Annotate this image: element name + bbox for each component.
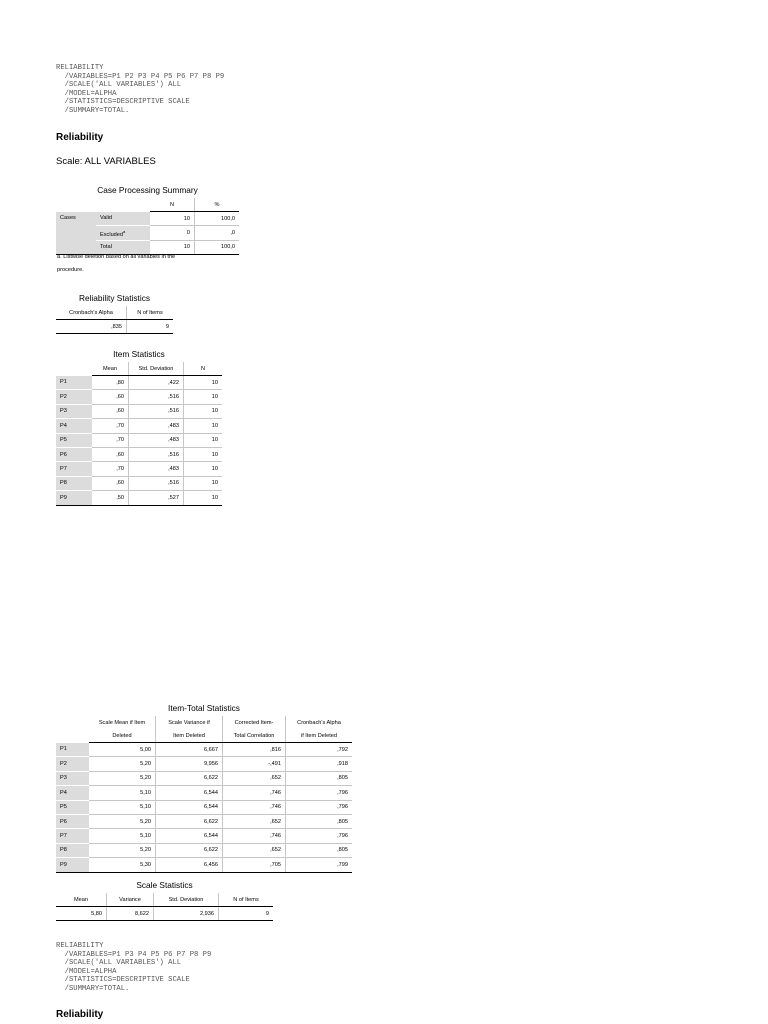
case-processing-title: Case Processing Summary xyxy=(97,185,198,195)
table-row xyxy=(56,843,352,857)
table-row xyxy=(56,786,352,800)
cell-alpha-if-deleted: ,796 xyxy=(286,829,353,843)
item-total-statistics-title: Item-Total Statistics xyxy=(168,703,240,713)
cell-n: 10 xyxy=(184,433,223,447)
cell-scale-variance-if-deleted: 6,622 xyxy=(156,814,223,828)
table-row xyxy=(56,462,222,476)
cell-n: 10 xyxy=(184,376,223,390)
table-row xyxy=(56,800,352,814)
col-header-line2: Deleted xyxy=(89,729,156,743)
cell-mean: ,80 xyxy=(92,376,129,390)
cell-corrected-item-total-corr: -,491 xyxy=(223,757,286,771)
reliability-statistics-title: Reliability Statistics xyxy=(78,293,150,303)
item-statistics-title: Item Statistics xyxy=(113,349,165,359)
table-row xyxy=(56,491,222,505)
table-footnote xyxy=(57,251,175,277)
table-row xyxy=(56,743,352,757)
cell-std-dev: ,516 xyxy=(129,390,184,404)
cell-corrected-item-total-corr: ,816 xyxy=(223,743,286,757)
row-label: P4 xyxy=(56,786,89,800)
section-title: Reliability xyxy=(56,132,104,143)
table-row xyxy=(56,476,222,490)
corner-cell xyxy=(96,198,150,212)
cell-n: 10 xyxy=(184,404,223,418)
cell-scale-mean-if-deleted: 5,00 xyxy=(89,743,156,757)
table-row xyxy=(56,447,222,461)
cell-pct: 100,0 xyxy=(195,212,240,226)
cell-scale-variance-if-deleted: 6,667 xyxy=(156,743,223,757)
cell-n: 10 xyxy=(184,447,223,461)
cell-scale-mean-if-deleted: 5,20 xyxy=(89,814,156,828)
row-label: P2 xyxy=(56,390,92,404)
col-header-variance: Variance xyxy=(107,893,154,907)
cell-scale-variance-if-deleted: 6,622 xyxy=(156,843,223,857)
scale-statistics-title: Scale Statistics xyxy=(136,880,193,890)
case-processing-summary-table xyxy=(56,185,239,255)
cell-n: 10 xyxy=(184,462,223,476)
cell-n: 0 xyxy=(150,226,195,240)
cell-scale-variance-if-deleted: 9,956 xyxy=(156,757,223,771)
row-label: P7 xyxy=(56,829,89,843)
corner-cell xyxy=(56,716,89,729)
corner-cell xyxy=(56,198,96,212)
cell-n: 10 xyxy=(184,491,223,505)
table-row xyxy=(56,771,352,785)
row-label: P3 xyxy=(56,404,92,418)
cell-mean: ,60 xyxy=(92,476,129,490)
cell-scale-variance-if-deleted: 6,456 xyxy=(156,858,223,872)
row-label: P8 xyxy=(56,843,89,857)
col-header-n-items: N of Items xyxy=(127,306,174,320)
cell-std-dev: ,483 xyxy=(129,462,184,476)
row-label: P6 xyxy=(56,814,89,828)
cell-scale-variance-if-deleted: 6,544 xyxy=(156,800,223,814)
col-header-line1: Corrected Item- xyxy=(223,716,286,729)
row-label: P5 xyxy=(56,800,89,814)
cell-alpha-if-deleted: ,805 xyxy=(286,771,353,785)
row-label: P9 xyxy=(56,858,89,872)
row-label: P8 xyxy=(56,476,92,490)
cell-n: 10 xyxy=(150,240,195,254)
cell-std-dev: ,483 xyxy=(129,433,184,447)
cell-alpha-if-deleted: ,805 xyxy=(286,814,353,828)
cell-n: 10 xyxy=(184,476,223,490)
section-title-2: Reliability xyxy=(56,1009,104,1020)
scale-label: Scale: ALL VARIABLES xyxy=(56,156,156,167)
col-header-std-dev: Std. Deviation xyxy=(154,893,219,907)
cell-alpha-if-deleted: ,796 xyxy=(286,800,353,814)
cell-corrected-item-total-corr: ,746 xyxy=(223,786,286,800)
cell-corrected-item-total-corr: ,652 xyxy=(223,843,286,857)
cell-scale-mean-if-deleted: 5,10 xyxy=(89,786,156,800)
cell-scale-mean-if-deleted: 5,20 xyxy=(89,771,156,785)
table-row xyxy=(56,433,222,447)
cell-std-dev: ,516 xyxy=(129,447,184,461)
table-row xyxy=(56,757,352,771)
table-row xyxy=(56,858,352,872)
cell-mean: 5,80 xyxy=(56,907,107,921)
footnote-line: a. Listwise deletion based on all variables in the xyxy=(57,254,176,260)
item-total-statistics-table xyxy=(56,703,352,873)
cell-corrected-item-total-corr: ,746 xyxy=(223,829,286,843)
col-header-line1: Scale Variance if xyxy=(156,716,223,729)
table-row xyxy=(56,404,222,418)
cell-scale-variance-if-deleted: 6,544 xyxy=(156,786,223,800)
cell-corrected-item-total-corr: ,652 xyxy=(223,814,286,828)
corner-cell xyxy=(56,362,92,376)
col-header-pct: % xyxy=(195,198,240,212)
table-row xyxy=(56,829,352,843)
cell-n-items: 9 xyxy=(219,907,274,921)
col-header-alpha: Cronbach's Alpha xyxy=(56,306,127,320)
cell-mean: ,70 xyxy=(92,433,129,447)
table-row xyxy=(56,320,173,334)
cell-std-dev: ,527 xyxy=(129,491,184,505)
cell-std-dev: ,483 xyxy=(129,419,184,433)
cell-std-dev: ,516 xyxy=(129,404,184,418)
cell-std-dev: ,422 xyxy=(129,376,184,390)
col-header-std-dev: Std. Deviation xyxy=(129,362,184,376)
cell-corrected-item-total-corr: ,652 xyxy=(223,771,286,785)
row-label: P7 xyxy=(56,462,92,476)
cell-alpha-if-deleted: ,799 xyxy=(286,858,353,872)
syntax-block-2: RELIABILITY /VARIABLES=P1 P3 P4 P5 P6 P7 P8 P9 /SCALE('ALL VARIABLES') ALL /MODEL=ALPHA /STATISTICS=DESCRIPTIVE SCALE /SUMMARY=TOTAL. xyxy=(56,942,212,993)
cell-std-dev: 2,936 xyxy=(154,907,219,921)
row-label: Valid xyxy=(96,212,150,226)
cell-pct: 100,0 xyxy=(195,240,240,254)
table-row xyxy=(56,212,239,226)
cell-variance: 8,622 xyxy=(107,907,154,921)
cell-mean: ,60 xyxy=(92,447,129,461)
cell-alpha: ,835 xyxy=(56,320,127,334)
row-label: P2 xyxy=(56,757,89,771)
cell-scale-mean-if-deleted: 5,10 xyxy=(89,800,156,814)
group-label-cases: Cases xyxy=(56,212,96,255)
cell-mean: ,60 xyxy=(92,404,129,418)
row-label: P1 xyxy=(56,376,92,390)
scale-statistics-table xyxy=(56,880,273,921)
row-label: P6 xyxy=(56,447,92,461)
col-header-line2: Total Correlation xyxy=(223,729,286,743)
cell-scale-variance-if-deleted: 6,622 xyxy=(156,771,223,785)
row-label: Total xyxy=(96,240,150,254)
cell-n-items: 9 xyxy=(127,320,174,334)
col-header-mean: Mean xyxy=(92,362,129,376)
table-row xyxy=(56,390,222,404)
footnote-line: procedure. xyxy=(57,267,84,273)
table-row xyxy=(56,376,222,390)
table-row xyxy=(56,814,352,828)
cell-alpha-if-deleted: ,918 xyxy=(286,757,353,771)
row-label xyxy=(96,226,150,240)
table-row xyxy=(56,419,222,433)
row-label: P1 xyxy=(56,743,89,757)
cell-scale-mean-if-deleted: 5,20 xyxy=(89,843,156,857)
cell-scale-mean-if-deleted: 5,10 xyxy=(89,829,156,843)
col-header-n: N xyxy=(184,362,223,376)
cell-alpha-if-deleted: ,792 xyxy=(286,743,353,757)
cell-mean: ,70 xyxy=(92,419,129,433)
col-header-mean: Mean xyxy=(56,893,107,907)
cell-n: 10 xyxy=(150,212,195,226)
cell-alpha-if-deleted: ,805 xyxy=(286,843,353,857)
corner-cell xyxy=(56,729,89,743)
cell-mean: ,60 xyxy=(92,390,129,404)
cell-scale-mean-if-deleted: 5,30 xyxy=(89,858,156,872)
cell-corrected-item-total-corr: ,746 xyxy=(223,800,286,814)
syntax-block: RELIABILITY /VARIABLES=P1 P2 P3 P4 P5 P6 P7 P8 P9 /SCALE('ALL VARIABLES') ALL /MODEL=ALPHA /STATISTICS=DESCRIPTIVE SCALE /SUMMARY=TOTAL. xyxy=(56,64,225,115)
cell-alpha-if-deleted: ,796 xyxy=(286,786,353,800)
col-header-line1: Cronbach's Alpha xyxy=(297,719,341,726)
col-header-line2: Item Deleted xyxy=(156,729,223,743)
cell-scale-mean-if-deleted: 5,20 xyxy=(89,757,156,771)
col-header-line2: if Item Deleted xyxy=(286,729,353,743)
cell-pct: ,0 xyxy=(195,226,240,240)
cell-std-dev: ,516 xyxy=(129,476,184,490)
row-label: P5 xyxy=(56,433,92,447)
reliability-statistics-table xyxy=(56,293,173,334)
footnote-marker: a xyxy=(123,228,126,234)
table-row xyxy=(56,907,273,921)
row-label-text: Excluded xyxy=(100,231,124,238)
cell-corrected-item-total-corr: ,705 xyxy=(223,858,286,872)
row-label: P4 xyxy=(56,419,92,433)
cell-n: 10 xyxy=(184,390,223,404)
cell-scale-variance-if-deleted: 6,544 xyxy=(156,829,223,843)
col-header-line1: Scale Mean if Item xyxy=(89,716,156,729)
cell-mean: ,70 xyxy=(92,462,129,476)
col-header-n-items: N of Items xyxy=(219,893,274,907)
col-header-n: N xyxy=(150,198,195,212)
row-label: P9 xyxy=(56,491,92,505)
cell-n: 10 xyxy=(184,419,223,433)
item-statistics-table xyxy=(56,349,222,506)
cell-mean: ,50 xyxy=(92,491,129,505)
row-label: P3 xyxy=(56,771,89,785)
